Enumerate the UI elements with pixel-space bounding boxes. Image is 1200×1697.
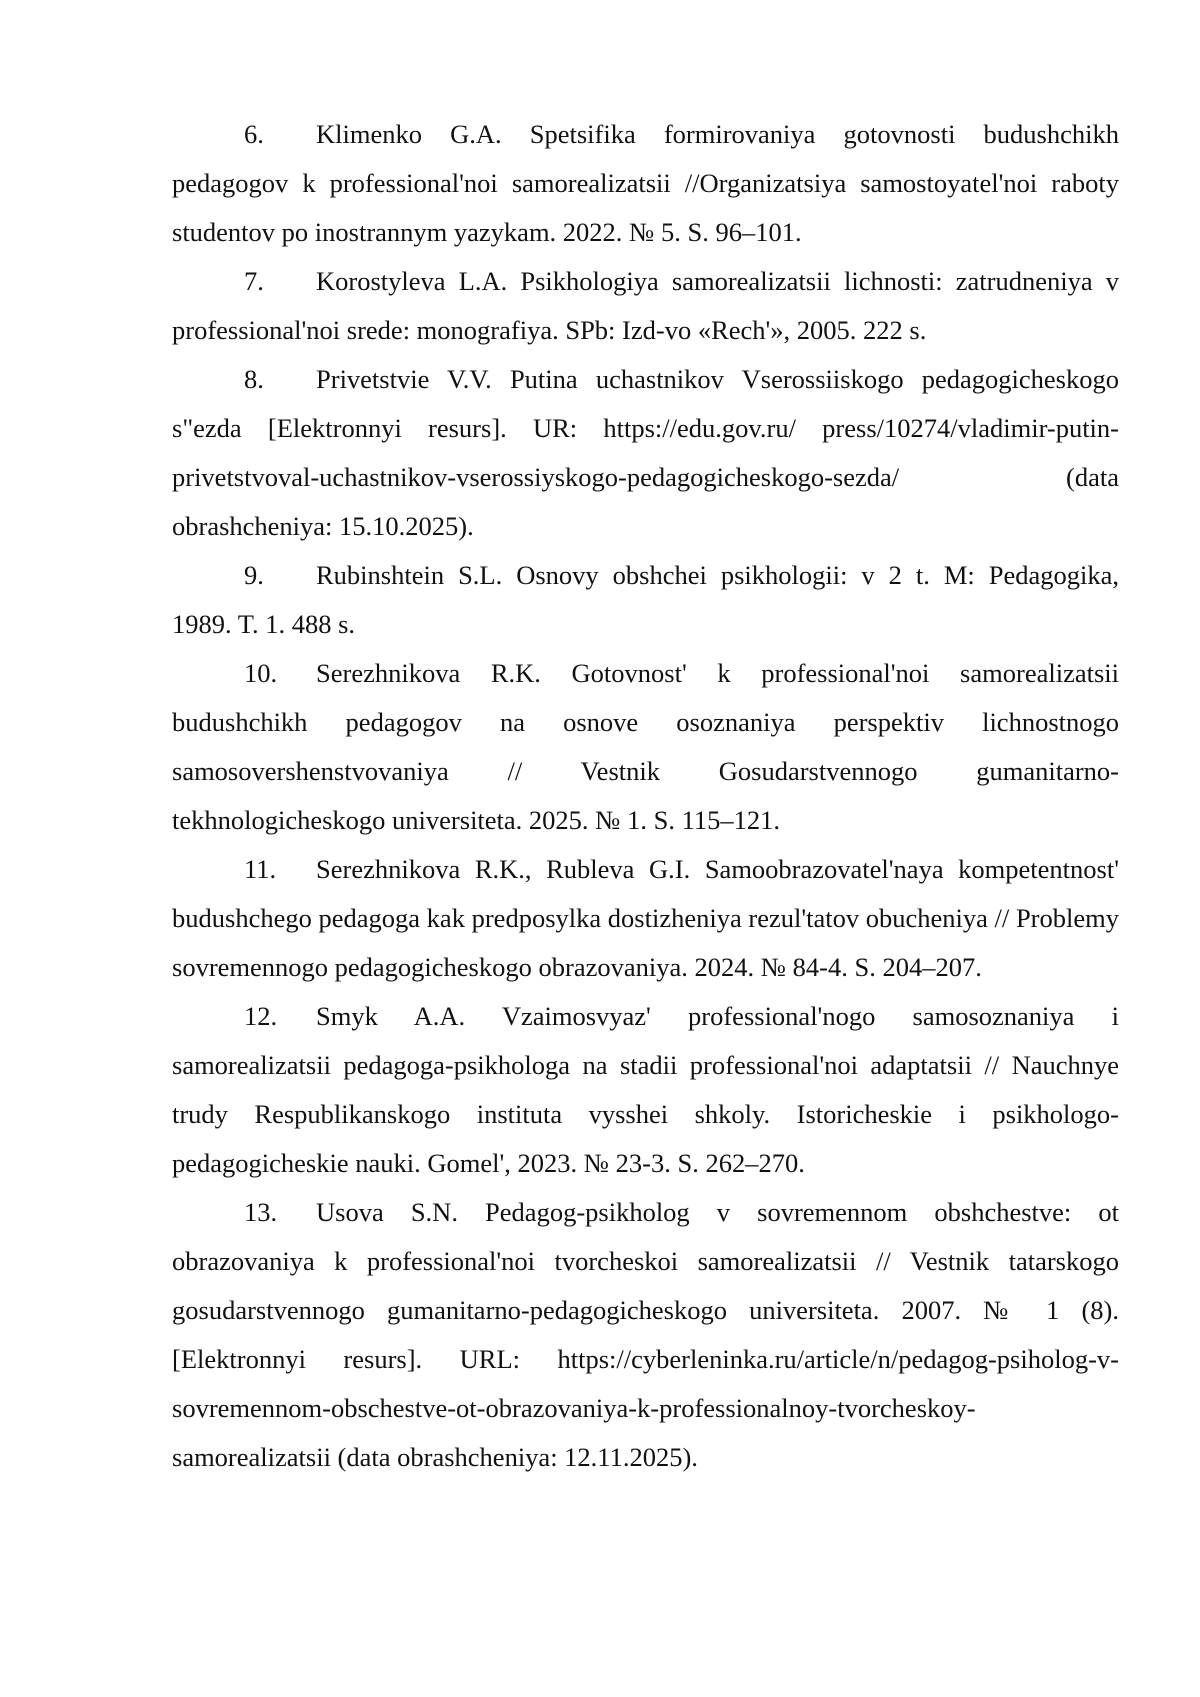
reference-number: 11. bbox=[244, 854, 277, 884]
reference-number: 10. bbox=[244, 658, 278, 688]
reference-number: 8. bbox=[244, 364, 264, 394]
reference-item bbox=[172, 551, 1119, 649]
reference-text: Klimenko G.A. Spetsifika formirovaniya gotovnosti budushchikh pedagogov k professional'noi samorealizatsii //Organizatsiya samostoyatel'noi raboty studentov po inostrannym yazykam. 2022. № 5. S. 96–101. bbox=[172, 119, 1119, 247]
reference-item bbox=[172, 257, 1119, 355]
reference-number: 12. bbox=[244, 1001, 278, 1031]
reference-text: Smyk A.A. Vzaimosvyaz' professional'nogo samosoznaniya i samorealizatsii pedagoga-psikhologa na stadii professional'noi adaptatsii // Nauchnye trudy Respublikanskogo instituta vysshei shkoly. Istoricheskie i psikhologo-pedagogicheskie nauki. Gomel', 2023. № 23-3. S. 262–270. bbox=[172, 1001, 1119, 1178]
reference-item bbox=[172, 1188, 1119, 1482]
reference-text: Korostyleva L.A. Psikhologiya samorealizatsii lichnosti: zatrudneniya v professional'noi srede: monografiya. SPb: Izd-vo «Rech'», 2005. 222 s. bbox=[172, 266, 1119, 345]
reference-number: 7. bbox=[244, 266, 264, 296]
reference-number: 13. bbox=[244, 1197, 278, 1227]
reference-text: Serezhnikova R.K. Gotovnost' k professional'noi samorealizatsii budushchikh pedagogov na osnove osoznaniya perspektiv lichnostnogo samosovershenstvovaniya // Vestnik Gosudarstvennogo gumanitarno-tekhnologicheskogo universiteta. 2025. № 1. S. 115–121. bbox=[172, 658, 1119, 835]
reference-text: Usova S.N. Pedagog-psikholog v sovremennom obshchestve: ot obrazovaniya k professional'noi tvorcheskoi samorealizatsii // Vestnik tatarskogo gosudarstvennogo gumanitarno-pedagogicheskogo universiteta. 2007. № 1 (8). [Elektronnyi resurs]. URL: https://cyberleninka.ru/article/n/pedagog-psiholog-v-sovremennom-obschestve-ot-obrazovaniya-k-professionalnoy-tvorcheskoy-samorealizatsii (data obrashcheniya: 12.11.2025). bbox=[172, 1197, 1119, 1472]
reference-text: Privetstvie V.V. Putina uchastnikov Vserossiiskogo pedagogicheskogo s"ezda [Elektronnyi resurs]. UR: https://edu.gov.ru/ press/10274/vladimir-putin-privetstvoval-uchastnikov-vserossiyskogo-pedagogicheskogo-sezda/ (data obrashcheniya: 15.10.2025). bbox=[172, 364, 1119, 541]
reference-number: 6. bbox=[244, 119, 264, 149]
reference-number: 9. bbox=[244, 560, 264, 590]
reference-item bbox=[172, 992, 1119, 1188]
reference-item bbox=[172, 845, 1119, 992]
reference-item bbox=[172, 355, 1119, 551]
reference-item bbox=[172, 649, 1119, 845]
reference-text: Serezhnikova R.K., Rubleva G.I. Samoobrazovatel'naya kompetentnost' budushchego pedagoga kak predposylka dostizheniya rezul'tatov obucheniya // Problemy sovremennogo pedagogicheskogo obrazovaniya. 2024. № 84-4. S. 204–207. bbox=[172, 854, 1119, 982]
reference-text: Rubinshtein S.L. Osnovy obshchei psikhologii: v 2 t. M: Pedagogika, 1989. T. 1. 488 s. bbox=[172, 560, 1119, 639]
reference-item bbox=[172, 110, 1119, 257]
reference-list bbox=[172, 110, 1119, 1482]
